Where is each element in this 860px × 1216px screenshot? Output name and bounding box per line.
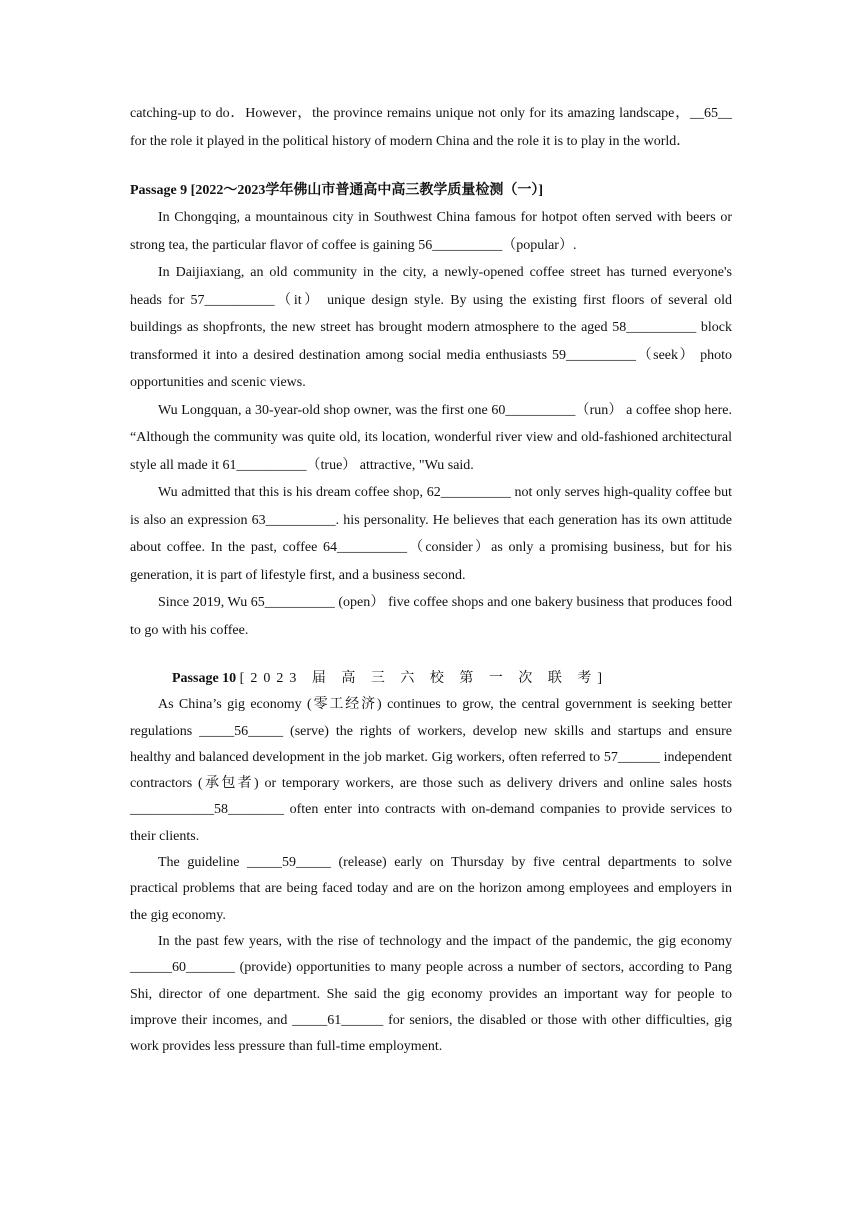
passage-9-label: Passage 9 [130,183,188,198]
passage-9-paragraph-1: In Chongqing, a mountainous city in Southwest China famous for hotpot often served with beers or strong tea, the particular flavor of coffee is gaining 56__________（popular）. [130,210,732,253]
passage-10-label: Passage 10 [172,671,237,686]
passage-10-paragraph-2: The guideline _____59_____ (release) early on Thursday by five central departments to solve practical problems that are being faced today and are on the horizon among employees and employers in the gig economy. [130,855,732,923]
blank-61: _____61______ [292,1012,384,1028]
passage-10-source: [2023 届 高 三 六 校 第 一 次 联 考] [239,671,608,686]
blank-60: ______60_______ [130,960,235,976]
passage-10 [130,666,732,1060]
passage-9-source: [2022～2023学年佛山市普通高中高三教学质量检测（一）] [190,183,543,198]
blank-57: 57______ [603,749,660,765]
passage-9-paragraph-5: Since 2019, Wu 65__________ (open） five coffee shops and one bakery business that produces food to go with his coffee. [130,595,732,638]
passage-9-paragraph-2: In Daijiaxiang, an old community in the city, a newly-opened coffee street has turned everyone's heads for 57__________（it） unique design style. By using the existing first floors of several old buildings as shopfronts, the new street has brought modern atmosphere to the aged 58__________ block transformed it into a desired destination among social media enthusiasts 59__________（seek） photo opportunities and scenic views. [130,265,732,390]
passage-10-paragraph-3: In the past few years, with the rise of technology and the impact of the pandemic, the gig economy ______60_______ (provide) opportunities to many people across a number of sectors, according to Pang Shi, director of one department. She said the gig economy provides an important way for people to improve their incomes, and _____61______ for seniors, the disabled or those with other difficulties, gig work provides less pressure than full-time employment. [130,933,732,1055]
passage-9-heading [130,177,732,204]
passage-10-paragraph-1: As China’s gig economy (零工经济) continues to grow, the central government is seeking better regulations _____56_____ (serve) the rights of workers, develop new skills and startups and ensure healthy and balanced development in the job market. Gig workers, often referred to 57______ independent contractors (承包者) or temporary workers, are those such as delivery drivers and online sales hosts ____________58________ often enter into contracts with on-demand companies to provide services to their clients. [130,697,733,844]
blank-59: _____59_____ [246,855,331,871]
document-page [130,100,732,1060]
blank-58: ____________58________ [130,802,284,818]
passage-9-paragraph-3: Wu Longquan, a 30-year-old shop owner, was the first one 60__________（run） a coffee shop here. “Although the community was quite old, its location, wonderful river view and old-fashioned architectural style all made it 61__________（true） attractive, "Wu said. [130,402,732,473]
continuation-paragraph: catching-up to do．However，the province remains unique not only for its amazing landscape，__65__ for the role it played in the political history of modern China and the role it is to play in the world． [130,106,732,149]
passage-10-heading [172,666,732,692]
blank-56: _____56_____ [199,723,284,739]
passage-9-paragraph-4: Wu admitted that this is his dream coffee shop, 62__________ not only serves high-quality coffee but is also an expression 63__________. his personality. He believes that each generation has its own attitude about coffee. In the past, coffee 64__________（consider）as only a promising business, but for his generation, it is part of lifestyle first, and a business second. [130,485,732,583]
